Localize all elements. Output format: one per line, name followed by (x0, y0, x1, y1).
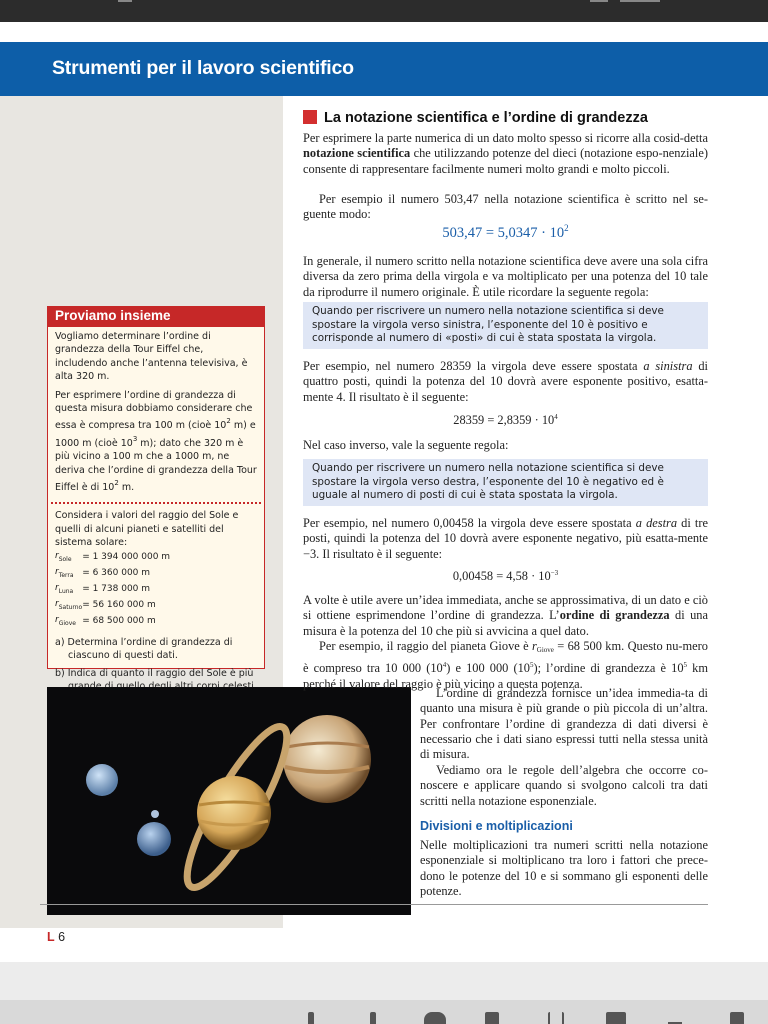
viewer-bottom-toolbar (0, 1000, 768, 1024)
bookmark-icon[interactable] (424, 1012, 446, 1024)
paragraph-jupiter: Per esempio, il raggio del pianeta Giove è rGiove = 68 500 km. Questo nu-mero è compreso tra 10 000 $(10^4)$ e 100 000 $(10^5)$; l’ordine di grandezza è $10^5$ km perché il valore del raggio è più vicino a questa potenza. (303, 639, 708, 691)
saturn (197, 776, 271, 850)
solar-system-photo (47, 687, 411, 915)
box-paragraph: Vogliamo determinare l’ordine di grandezza della Tour Eiffel che, includendo anche l’antenna televisiva, è alta 320 m. (55, 331, 248, 383)
box-paragraph: Considera i valori del raggio del Sole e quelli di alcuni pianeti e satelliti del sistema solare: (55, 510, 239, 549)
question-a: a) Determina l’ordine di grandezza di ciascuno di questi dati. (55, 636, 233, 662)
section-heading: La notazione scientifica e l’ordine di grandezza (303, 110, 648, 126)
formula-2: $28359 = 2,8359 \cdot 10^4$ (453, 413, 558, 427)
question-b: b) Indica di quanto il raggio del Sole è più (55, 667, 254, 679)
table-row: $r_{Luna}$ = 1 738 000 m (55, 582, 151, 595)
trash-icon[interactable] (606, 1012, 626, 1024)
paragraph-example3: Per esempio, nel numero 0,00458 la virgola deve essere spostata a destra di tre posti, quindi la potenza del 10 dovrà avere esponente negativo, più esatta-mente −3. Il risultato è il seguente: (303, 516, 708, 561)
table-row: $r_{Saturno}$ = 56 160 000 m (55, 598, 156, 611)
pen-icon[interactable] (370, 1012, 376, 1024)
document-icon[interactable] (730, 1012, 744, 1024)
page-icon[interactable] (485, 1012, 499, 1024)
uranus (86, 764, 118, 796)
paragraph-intro: Per esprimere la parte numerica di un dato molto spesso si ricorre alla cosid-detta notazione scientifica che utilizzando potenze del dieci (notazione espo-nenziale) consente di rappresentare facilmente numeri molto grandi e molto piccoli. (303, 131, 708, 176)
chapter-title: Strumenti per il lavoro scientifico (52, 57, 354, 79)
box-title: Proviamo insieme (48, 307, 264, 327)
subsection-heading: Divisioni e moltiplicazioni (420, 819, 573, 833)
paragraph-algebra: Vediamo ora le regole dell’algebra che occorre co-noscere e applicare quando si svolgono calcoli tra dati scritti nella notazione esponenziale. (420, 763, 708, 808)
footer-rule (40, 904, 708, 905)
toolbar-icon[interactable] (590, 0, 608, 2)
formula-1: $503,47 = 5,0347 \cdot 10^2$ (442, 223, 569, 241)
moon (151, 810, 159, 818)
table-row: $r_{Sole}$ = 1 394 000 000 m (55, 550, 171, 563)
rule-box-right-shift: Quando per riscrivere un numero nella notazione scientifica si deve spostare la virgola verso destra, l’esponente del 10 è negativo ed è uguale al numero di posti di cui è stata spostata la virgola. (303, 459, 708, 506)
paragraph-example2: Per esempio, nel numero 28359 la virgola deve essere spostata a sinistra di quattro posti, quindi la potenza del 10 dovrà avere esponente positivo, esatta-mente 4. Il risultato è il seguente: (303, 359, 708, 404)
radii-table (55, 550, 170, 630)
paragraph-general: In generale, il numero scritto nella notazione scientifica deve avere una sola cifra diversa da zero prima della virgola e va moltiplicato per una potenza del 10 tale da riprodurre il numero originale. È utile ricordare la seguente regola: (303, 254, 708, 299)
chapter-banner (0, 42, 768, 96)
toolbar-icon[interactable] (620, 0, 660, 2)
page-number: L 6 (47, 930, 66, 944)
rule-box-left-shift: Quando per riscrivere un numero nella notazione scientifica si deve spostare la virgola verso sinistra, l’esponente del 10 è positivo e corrisponde al numero di «posti» di cui è stata spostata la virgola. (303, 302, 708, 349)
jupiter (283, 715, 371, 803)
table-row: $r_{Terra}$ = 6 360 000 m (55, 566, 151, 579)
viewer-top-bar (0, 0, 768, 22)
neptune (137, 822, 171, 856)
paragraph-inverse: Nel caso inverso, vale la seguente regola: (303, 438, 509, 452)
formula-3: $0,00458 = 4,58 \cdot 10^{-3}$ (452, 569, 559, 583)
menu-icon[interactable] (118, 0, 132, 2)
paragraph-multiplication: Nelle moltiplicazioni tra numeri scritti nella notazione esponenziale si moltiplicano tra loro i fattori che prece-dono le potenze del 10 e si sommano gli esponenti delle potenze. (420, 838, 708, 898)
proviamo-insieme-box (47, 306, 265, 679)
share-icon[interactable] (548, 1012, 564, 1024)
heading-marker (303, 110, 317, 124)
dotted-divider (51, 502, 261, 504)
paragraph-idea: L’ordine di grandezza fornisce un’idea immedia-ta di quanto una misura è più grande o più piccola di un’altra. Per confrontare l’ordine di grandezza di dati diversi è necessario che i dati siano espressi tutti nella stessa unità di misura. (420, 686, 708, 762)
paragraph-example1: Per esempio il numero 503,47 nella notazione scientifica è scritto nel se-guente modo: (303, 192, 708, 222)
toolbar-icon[interactable] (308, 1012, 314, 1024)
paragraph-magnitude: A volte è utile avere un’idea immediata, anche se approssimativa, di un dato e ciò si ottiene esprimendone l’ordine di grandezza. L’ordine di grandezza di una misura è la potenza del 10 che più si avvicina a quel dato. (303, 593, 708, 638)
table-row: $r_{Giove}$ = 68 500 000 m (55, 614, 156, 627)
box-paragraph: Per esprimere l’ordine di grandezza di questa misura dobbiamo considerare che essa è compresa tra 100 m (cioè $10^2$ m) e 1000 m (cioè $10^3$ m); dato che 320 m è più vicino a 100 m che a 1000 m, ne deriva che l’ordine di grandezza della Tour Eiffel è di $10^2$ m. (55, 389, 257, 494)
planets-illustration (47, 687, 411, 915)
scissors-icon[interactable] (668, 1012, 682, 1024)
